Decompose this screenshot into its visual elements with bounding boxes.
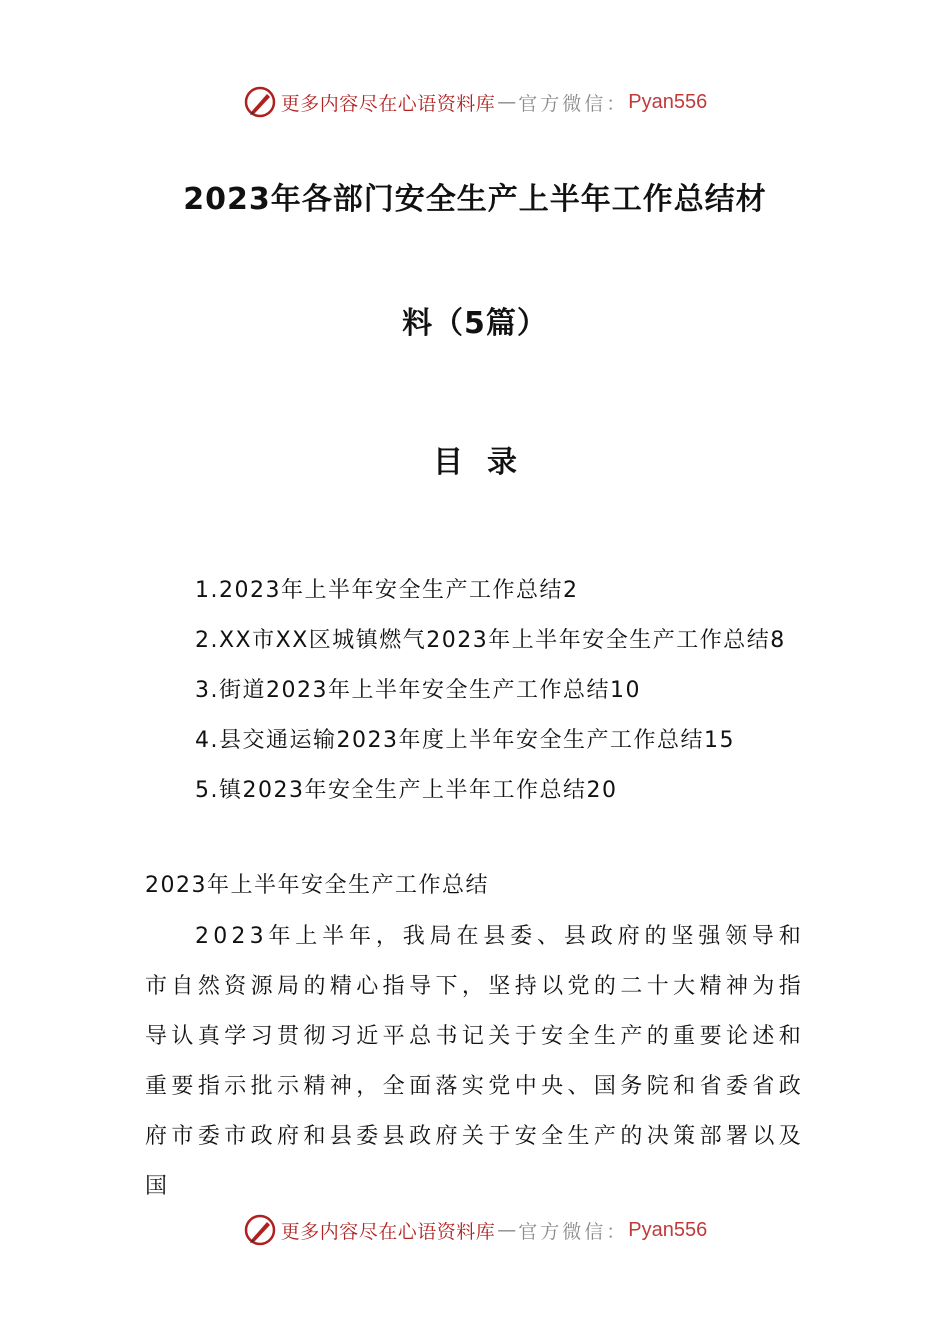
watermark-wechat-label: 官方微信： <box>518 92 629 115</box>
toc-item-4[interactable]: 4.县交通运输2023年度上半年安全生产工作总结15 <box>195 728 735 753</box>
watermark-wechat-id: Pyan556 <box>628 1218 708 1241</box>
watermark-separator: — <box>497 91 517 113</box>
table-of-contents <box>145 566 805 816</box>
toc-heading: 目录 <box>433 445 541 480</box>
toc-item-2[interactable]: 2.XX市XX区城镇燃气2023年上半年安全生产工作总结8 <box>195 628 786 653</box>
section-title: 2023年上半年安全生产工作总结 <box>145 873 489 898</box>
watermark-wechat-id: Pyan556 <box>628 90 708 113</box>
watermark-text: 更多内容尽在心语资料库 <box>280 92 496 115</box>
toc-item-5[interactable]: 5.镇2023年安全生产上半年工作总结20 <box>195 778 618 803</box>
toc-item-3[interactable]: 3.街道2023年上半年安全生产工作总结10 <box>195 678 641 703</box>
watermark-separator: — <box>497 1219 517 1241</box>
watermark-banner-bottom <box>0 1212 950 1248</box>
pen-circle-icon <box>243 85 277 119</box>
watermark-text: 更多内容尽在心语资料库 <box>280 1220 496 1243</box>
pen-circle-icon <box>243 1213 277 1247</box>
document-title-line1: 2023年各部门安全生产上半年工作总结材 <box>183 182 767 217</box>
watermark-wechat-label: 官方微信： <box>518 1220 629 1243</box>
watermark-banner-top <box>0 84 950 120</box>
document-title-line2: 料（5篇） <box>402 306 548 341</box>
body-paragraph: 2023年上半年，我局在县委、县政府的坚强领导和市自然资源局的精心指导下，坚持以党的二十大精神为指导认真学习贯彻习近平总书记关于安全生产的重要论述和重要指示批示精神，全面落实党中央、国务院和省委省政府市委市政府和县委县政府关于安全生产的决策部署以及国 <box>145 924 805 1199</box>
toc-item-1[interactable]: 1.2023年上半年安全生产工作总结2 <box>195 578 579 603</box>
